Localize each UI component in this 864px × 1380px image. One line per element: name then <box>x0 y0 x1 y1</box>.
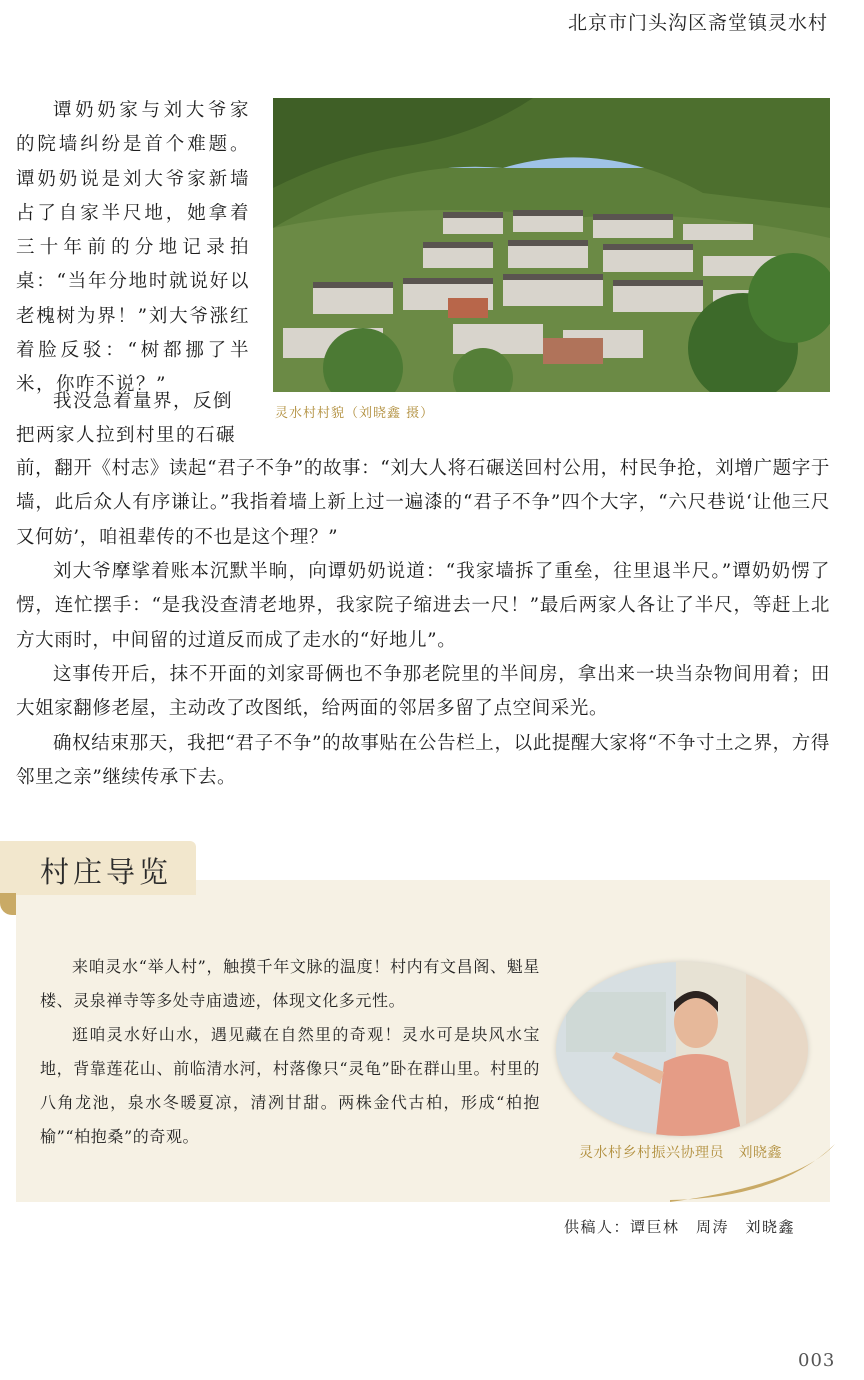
article-paragraph-4: 这事传开后，抹不开面的刘家哥俩也不争那老院里的半间房，拿出来一块当杂物间用着；田大姐家翻修老屋，主动改了改图纸，给两面的邻居多留了点空间采光。 <box>16 664 830 720</box>
article-paragraph-2-start: 我没急着量界，反倒把两家人拉到村里的石碾 <box>16 391 237 447</box>
coordinator-portrait <box>556 962 808 1136</box>
article-paragraph-3: 刘大爷摩挲着账本沉默半晌，向谭奶奶说道：“我家墙拆了重垒，往里退半尺。”谭奶奶愣了愣，连忙摆手：“是我没查清老地界，我家院子缩进去一尺！”最后两家人各让了半尺，等赶上北方大雨时，中间留的过道反而成了走水的“好地儿”。 <box>16 561 830 651</box>
contributors-credit: 供稿人：谭巨林 周涛 刘晓鑫 <box>564 1218 796 1236</box>
page-number: 003 <box>798 1350 836 1371</box>
tab-fold-decoration <box>0 893 16 915</box>
portrait-caption: 灵水村乡村振兴协理员 刘晓鑫 <box>579 1145 782 1161</box>
article-paragraph-1: 谭奶奶家与刘大爷家的院墙纠纷是首个难题。谭奶奶说是刘大爷家新墙占了自家半尺地，她拿着三十年前的分地记录拍桌：“当年分地时就说好以老槐树为界！”刘大爷涨红着脸反驳：“树都挪了半米，你咋不说？” <box>16 100 250 396</box>
village-photo <box>273 98 830 392</box>
guide-paragraph-1: 来咱灵水“举人村”，触摸千年文脉的温度！村内有文昌阁、魁星楼、灵泉禅寺等多处寺庙遗迹，体现文化多元性。 <box>40 957 540 1010</box>
article-paragraph-5: 确权结束那天，我把“君子不争”的故事贴在公告栏上，以此提醒大家将“不争寸土之界，方得邻里之亲”继续传承下去。 <box>16 733 830 789</box>
page-header-location: 北京市门头沟区斋堂镇灵水村 <box>567 12 828 34</box>
guide-paragraph-2: 逛咱灵水好山水，遇见藏在自然里的奇观！灵水可是块风水宝地，背靠莲花山、前临清水河，村落像只“灵龟”卧在群山里。村里的八角龙池，泉水冬暖夏凉，清冽甘甜。两株金代古柏，形成“柏抱榆”“柏抱桑”的奇观。 <box>40 1025 540 1146</box>
photo-caption: 灵水村村貌（刘晓鑫 摄） <box>275 406 435 421</box>
village-guide-title: 村庄导览 <box>40 855 173 889</box>
swoosh-decoration <box>670 1140 835 1202</box>
article-paragraph-2-rest: 前，翻开《村志》读起“君子不争”的故事：“刘大人将石碾送回村公用，村民争抢，刘增广题字于墙，此后众人有序谦让。”我指着墙上新上过一遍漆的“君子不争”四个大字，“六尺巷说‘让他三尺又何妨’，咱祖辈传的不也是这个理？” <box>16 458 830 548</box>
